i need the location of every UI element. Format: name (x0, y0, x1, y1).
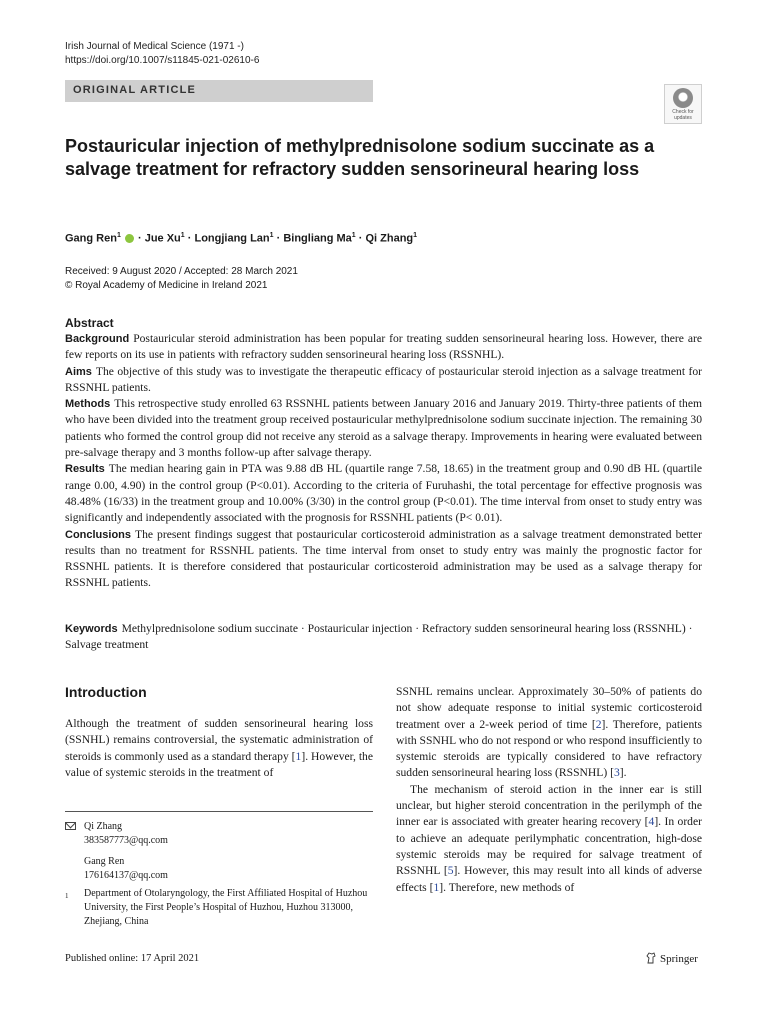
abstract-results (65, 461, 702, 526)
author-affiliation-marker: 1 (269, 232, 274, 239)
introduction-right-column (396, 684, 702, 896)
corresponding-author-name: Qi Zhang (84, 821, 123, 832)
paragraph-text: SSNHL remains unclear. Approximately 30–50% of patients do not show adequate response to initial systemic corticosteroid treatment over a 2-week period of time [ (396, 685, 702, 731)
author-name[interactable]: Bingliang Ma (283, 232, 352, 245)
paragraph-text: ]. Therefore, new methods of (439, 880, 575, 894)
author-affiliation-marker: 1 (180, 232, 185, 239)
abstract-aims (65, 364, 702, 397)
keywords-label: Keywords (65, 623, 118, 635)
citation-link[interactable]: 3 (614, 766, 620, 780)
springer-horse-icon (646, 952, 656, 964)
check-for-updates-button[interactable] (664, 84, 702, 124)
corresponding-author-name: Gang Ren (84, 856, 125, 867)
paragraph-text: ]. In order to achieve an adequate perilymphatic concentration, high-dose systemic steroids may be required for salvage treatment of RSSNHL [ (396, 815, 702, 878)
doi-link[interactable]: https://doi.org/10.1007/s11845-021-02610-6 (65, 55, 260, 66)
article-type-label: ORIGINAL ARTICLE (73, 84, 197, 96)
abstract-methods-label: Methods (65, 398, 111, 411)
author-affiliation-marker: 1 (116, 232, 121, 239)
envelope-icon (65, 822, 76, 830)
abstract-background-label: Background (65, 333, 130, 345)
introduction-paragraph (65, 716, 373, 781)
footnote-divider (65, 811, 373, 812)
author-name[interactable]: Longjiang Lan (194, 232, 270, 245)
citation-link[interactable]: 1 (433, 880, 440, 894)
author-affiliation-marker: 1 (351, 232, 356, 239)
introduction-paragraph (396, 782, 702, 896)
abstract-aims-text: The objective of this study was to investigate the therapeutic efficacy of postauricular steroid injection as a salvage treatment for RSSNHL patients. (65, 364, 702, 394)
keywords-text: Methylprednisolone sodium succinate · Postauricular injection · Refractory sudden sensorineural hearing loss (RSSNHL) · Salvage treatment (65, 622, 693, 652)
author-name[interactable]: Qi Zhang (365, 232, 414, 245)
abstract-background (65, 331, 702, 364)
published-date: Published online: 17 April 2021 (65, 953, 200, 964)
article-dates (65, 265, 298, 293)
abstract-results-label: Results (65, 463, 105, 476)
abstract-results-text: The median hearing gain in PTA was 9.88 dB HL (quartile range 7.58, 18.65) in the treatment group and 0.90 dB HL (quartile range 0.00, 4.90) in the control group (P<0.01). According to the criteria of Furuhashi, the total percentage for effective prognosis was 48.48% (16/33) in the treatment group and 10.00% (3/30) in the control group (P<0.01). The time interval from onset to study entry was significantly and independently associated with the prognosis for RSSNHL patients (P< 0.01). (65, 462, 702, 525)
affiliation-footnote (65, 887, 373, 929)
paragraph-text: ]. However, the value of systemic steroids in the treatment of (65, 749, 373, 779)
abstract-aims-label: Aims (65, 365, 92, 378)
article-title: Postauricular injection of methylprednisolone sodium succinate as a salvage treatment for refractory sudden sensorineural hearing loss (65, 136, 655, 179)
paragraph-text: ]. However, this may result into all kinds of adverse effects [ (396, 864, 702, 894)
journal-name: Irish Journal of Medical Science (1971 -) (65, 41, 244, 52)
abstract-heading: Abstract (65, 316, 114, 330)
crossmark-icon (673, 88, 693, 108)
citation-link[interactable]: 2 (595, 717, 602, 731)
paragraph-text: ]. Therefore, patients with SSNHL who do not respond or who respond insufficiently to systemic steroids are typically considered to have refractory sudden sensorineural hearing loss (RSSNHL) [ (396, 717, 702, 780)
author-name[interactable]: Jue Xu (144, 232, 181, 245)
journal-header (65, 40, 259, 68)
orcid-icon[interactable] (125, 234, 134, 243)
article-type-banner (65, 80, 373, 102)
corresponding-author-email[interactable]: 176164137@qq.com (84, 870, 168, 881)
paragraph-text: The mechanism of steroid action in the inner ear is still unclear, but higher steroid concentration in the perilymph of the inner ear is associated with greater hearing recovery [ (396, 782, 702, 829)
corresponding-author-email[interactable]: 383587773@qq.com (84, 835, 168, 846)
introduction-heading: Introduction (65, 684, 147, 700)
crossmark-line1: Check for (672, 109, 694, 115)
abstract-methods (65, 396, 702, 461)
paragraph-text: ]. (619, 766, 627, 780)
introduction-paragraph (396, 684, 702, 782)
paragraph-text: Although the treatment of sudden sensorineural hearing loss (SSNHL) remains controversial, the systematic administration of steroids is commonly used as a standard therapy [ (65, 717, 373, 763)
introduction-left-column (65, 716, 373, 781)
affiliation-marker: 1 (65, 892, 69, 900)
copyright-notice: © Royal Academy of Medicine in Ireland 2021 (65, 280, 268, 291)
citation-link[interactable]: 1 (295, 749, 302, 763)
publisher-logo (646, 952, 698, 965)
abstract-conclusions (65, 527, 702, 592)
abstract-conclusions-text: The present findings suggest that postauricular corticosteroid administration as a salvage treatment demonstrated better results than no treatment for RSSNHL patients. The time interval from onset to study entry was mainly the prognostic factor for RSSNHL patients. It is therefore considered that postauricular corticosteroid administration may be used as a salvage therapy for RSSNHL patients. (65, 527, 702, 590)
abstract-section (65, 315, 702, 592)
author-affiliation-marker: 1 (413, 232, 418, 239)
received-accepted-dates: Received: 9 August 2020 / Accepted: 28 March 2021 (65, 266, 298, 277)
citation-link[interactable]: 5 (447, 864, 454, 878)
abstract-methods-text: This retrospective study enrolled 63 RSSNHL patients between January 2016 and January 2019. Thirty-three patients of them who have been divided into the treatment group received postauricular methylprednisolone sodium succinate injection. The remaining 30 patients who formed the control group did not receive any steroid as a salvage therapy. Improvements in hearing were evaluated between pre-salvage therapy and 3 months follow-up after salvage therapy. (65, 397, 702, 460)
crossmark-line2: updates (674, 115, 692, 121)
publisher-name: Springer (660, 953, 698, 965)
affiliation-text: Department of Otolaryngology, the First Affiliated Hospital of Huzhou University, the First People’s Hospital of Huzhou, Huzhou 313000, Zhejiang, China (84, 888, 368, 927)
author-list: Gang Ren$^1$ · Jue $Xu^1$ · Longjiang Lan$^1$ · Bingliang $Ma^1 \cdot Qi$ Zhang$^1$ (65, 232, 418, 245)
abstract-conclusions-label: Conclusions (65, 528, 132, 541)
citation-link[interactable]: 4 (648, 815, 655, 829)
abstract-background-text: Postauricular steroid administration has been popular for treating sudden sensorineural hearing loss. However, there are few reports on its use in patients with refractory sudden sensorineural hearing loss (RSSNHL). (65, 332, 702, 362)
author-name[interactable]: Gang Ren (65, 232, 117, 245)
keywords-section (65, 621, 702, 654)
correspondence-block (65, 820, 168, 883)
